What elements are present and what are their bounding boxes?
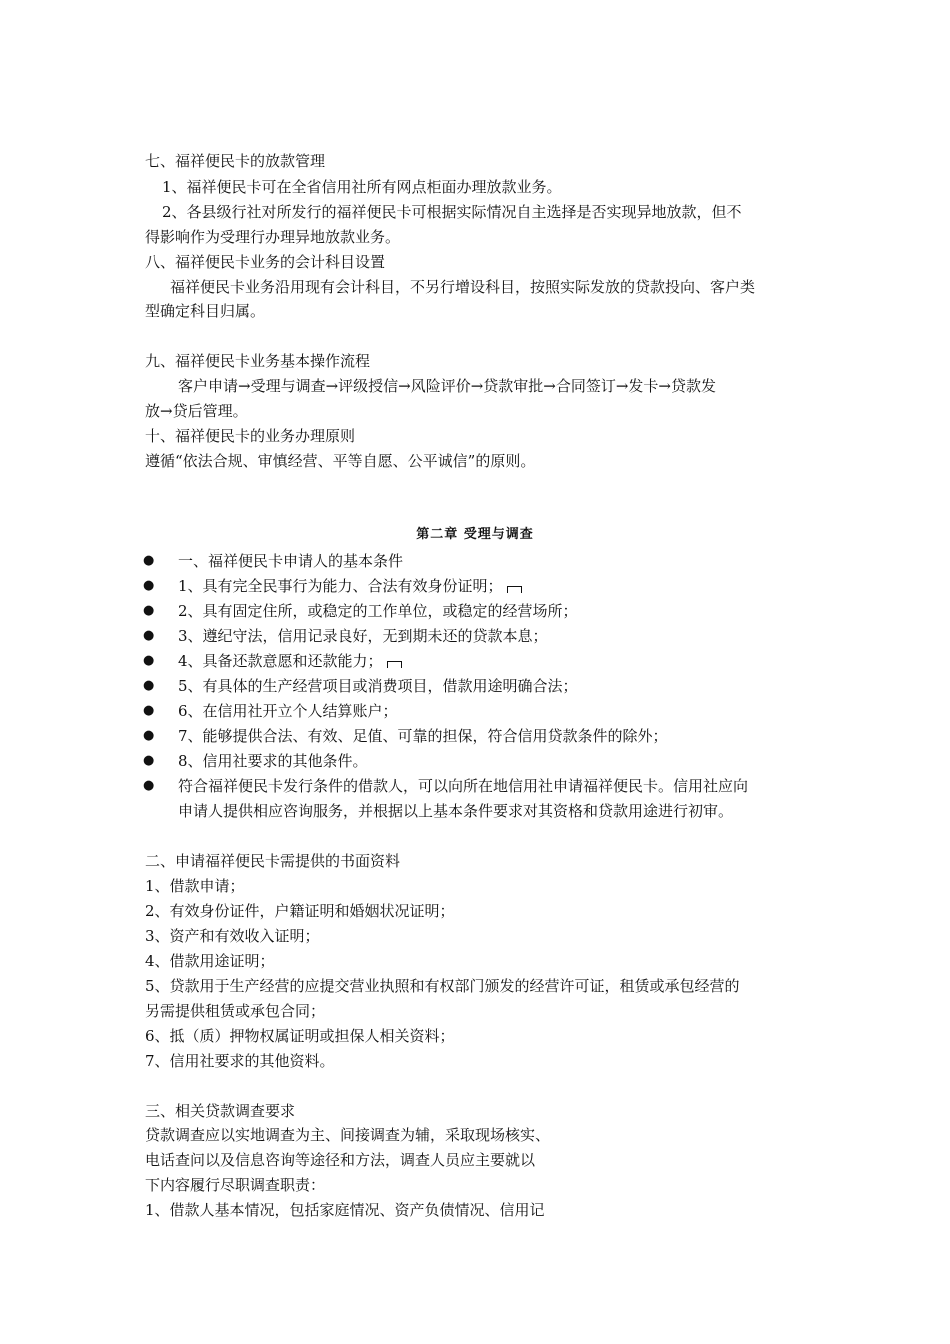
bullet-icon: ● [143, 578, 155, 593]
chapter2-heading: 第二章 受理与调查 [416, 527, 534, 542]
survey-paragraph-line: 贷款调查应以实地调查为主、间接调查为辅，采取现场核实、 [145, 1126, 551, 1144]
list-item: 7、信用社要求的其他资料。 [145, 1052, 335, 1070]
bullet-icon: ● [143, 703, 155, 718]
list-item: 另需提供租赁或承包合同； [145, 1002, 326, 1020]
bullet-icon: ● [143, 653, 155, 668]
section7-paragraph-1: 1、福祥便民卡可在全省信用社所有网点柜面办理放款业务。 [162, 178, 562, 196]
section8-paragraph-line1: 福祥便民卡业务沿用现有会计科目，不另行增设科目，按照实际发放的贷款投向、客户类 [170, 278, 756, 296]
list-item: 7、能够提供合法、有效、足值、可靠的担保，符合信用贷款条件的除外； [178, 727, 668, 745]
list-item: 2、有效身份证件，户籍证明和婚姻状况证明； [145, 902, 455, 920]
list-item: 3、资产和有效收入证明； [145, 927, 320, 945]
bullet-icon: ● [143, 553, 155, 568]
list-item: 8、信用社要求的其他条件。 [178, 752, 368, 770]
section9-title: 九、福祥便民卡业务基本操作流程 [145, 352, 371, 370]
list-item [178, 650, 402, 672]
list-item: 6、抵（质）押物权属证明或担保人相关资料； [145, 1027, 455, 1045]
paragraph-mark-icon [387, 661, 402, 668]
list-item: 3、遵纪守法，信用记录良好，无到期未还的贷款本息； [178, 627, 548, 645]
bullet-icon: ● [143, 753, 155, 768]
list-item-text: 4、具备还款意愿和还款能力； [178, 652, 383, 670]
bullet-icon: ● [143, 628, 155, 643]
bullet-icon: ● [143, 678, 155, 693]
survey-paragraph-line: 电话查问以及信息咨询等途径和方法，调查人员应主要就以 [145, 1151, 536, 1169]
survey-paragraph-line: 1、借款人基本情况，包括家庭情况、资产负债情况、信用记 [145, 1201, 545, 1219]
bullet-icon: ● [143, 728, 155, 743]
list-item-line2: 申请人提供相应咨询服务，并根据以上基本条件要求对其资格和贷款用途进行初审。 [178, 802, 734, 820]
survey-section-title: 三、相关贷款调查要求 [145, 1102, 296, 1120]
section7-paragraph-2-line2: 得影响作为受理行办理异地放款业务。 [145, 228, 401, 246]
list-item: 一、福祥便民卡申请人的基本条件 [178, 552, 404, 570]
list-item: 5、贷款用于生产经营的应提交营业执照和有权部门颁发的经营许可证，租赁或承包经营的 [145, 977, 740, 995]
docs-section-title: 二、申请福祥便民卡需提供的书面资料 [145, 852, 401, 870]
section9-paragraph-line2: 放→贷后管理。 [145, 402, 248, 420]
section10-title: 十、福祥便民卡的业务办理原则 [145, 427, 356, 445]
section8-paragraph-line2: 型确定科目归属。 [145, 302, 266, 320]
bullet-icon: ● [143, 603, 155, 618]
section7-paragraph-2-line1: 2、各县级行社对所发行的福祥便民卡可根据实际情况自主选择是否实现异地放款，但不 [162, 203, 742, 221]
paragraph-mark-icon [507, 586, 522, 593]
list-item-text: 1、具有完全民事行为能力、合法有效身份证明； [178, 577, 503, 595]
list-item: 5、有具体的生产经营项目或消费项目，借款用途明确合法； [178, 677, 578, 695]
list-item [178, 575, 522, 597]
list-item-line1: 符合福祥便民卡发行条件的借款人，可以向所在地信用社申请福祥便民卡。信用社应向 [178, 777, 749, 795]
list-item: 6、在信用社开立个人结算账户； [178, 702, 398, 720]
list-item: 1、借款申请； [145, 877, 245, 895]
bullet-icon: ● [143, 778, 155, 793]
section8-title: 八、福祥便民卡业务的会计科目设置 [145, 253, 386, 271]
section10-paragraph: 遵循“依法合规、审慎经营、平等自愿、公平诚信”的原则。 [145, 452, 536, 470]
survey-paragraph-line: 下内容履行尽职调查职责： [145, 1176, 326, 1194]
list-item: 2、具有固定住所，或稳定的工作单位，或稳定的经营场所； [178, 602, 578, 620]
section7-title: 七、福祥便民卡的放款管理 [145, 152, 326, 170]
section9-paragraph-line1: 客户申请→受理与调查→评级授信→风险评价→贷款审批→合同签订→发卡→贷款发 [178, 377, 716, 395]
list-item: 4、借款用途证明； [145, 952, 275, 970]
